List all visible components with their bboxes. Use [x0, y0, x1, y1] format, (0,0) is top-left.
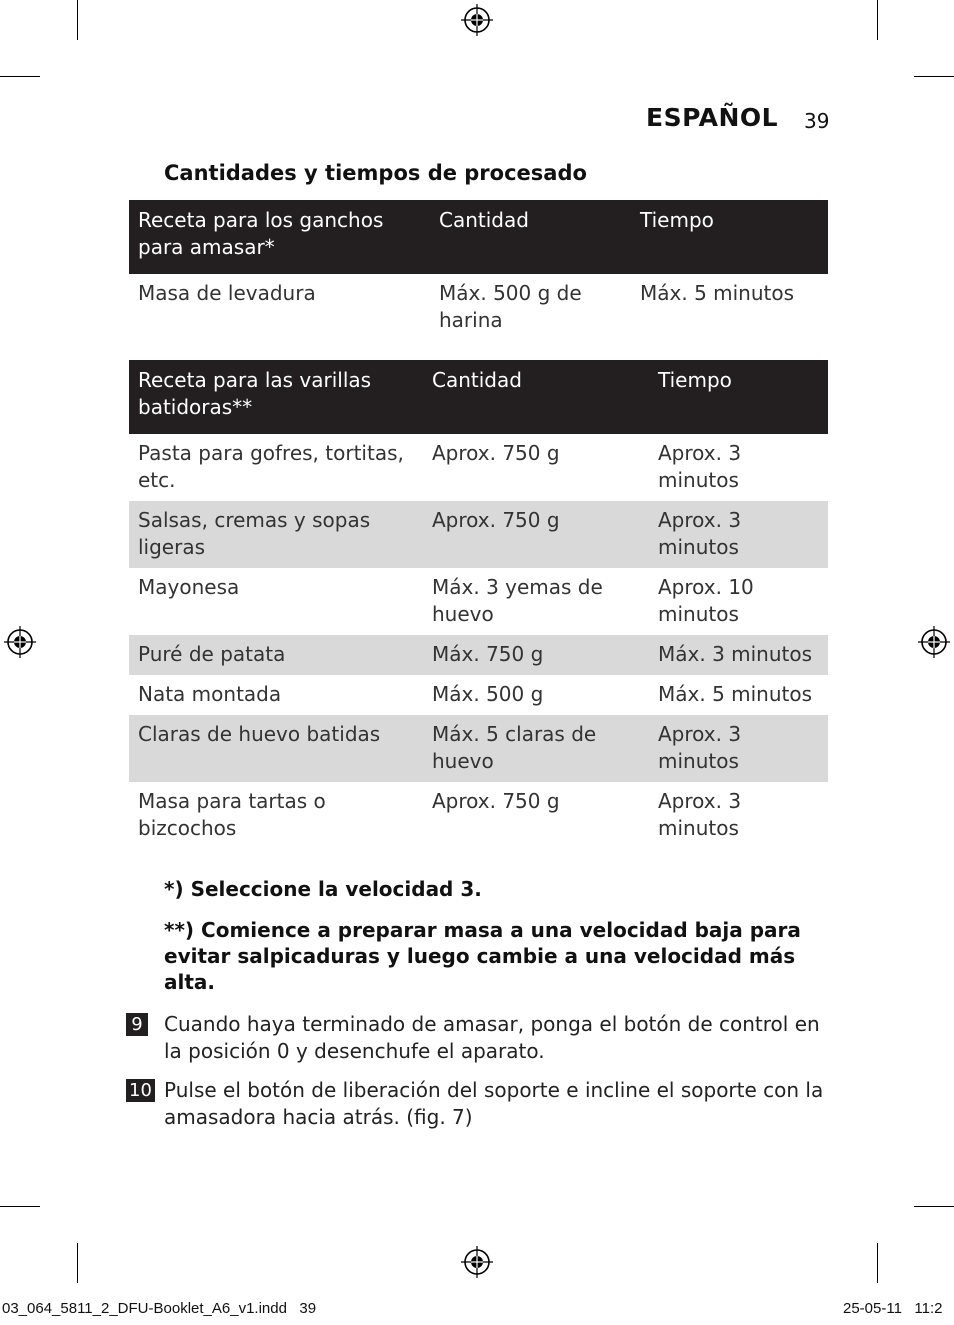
crop-mark-top-left [77, 0, 78, 40]
table-cell: Masa de levadura [138, 281, 316, 305]
table-cell: Máx. 500 g de harina [439, 281, 582, 332]
table-cell: Máx. 5 claras de huevo [423, 715, 649, 782]
crop-mark-left-bottom [0, 1206, 40, 1207]
table-row [129, 782, 828, 849]
table-header-row [129, 360, 828, 434]
table-cell: Aprox. 10 minutos [658, 575, 754, 626]
footer-file-info: 03_064_5811_2_DFU-Booklet_A6_v1.indd 39 [2, 1300, 317, 1317]
crop-mark-left-top [0, 76, 40, 77]
table-cell: Mayonesa [138, 575, 240, 599]
table-row [129, 675, 828, 715]
table-cell: Máx. 5 minutos [658, 682, 813, 706]
table-cell: Aprox. 750 g [432, 789, 560, 813]
table-cell: Puré de patata [129, 635, 423, 675]
column-header-quantity: Cantidad [430, 200, 631, 274]
registration-mark-icon [461, 4, 493, 36]
table-row [129, 274, 828, 341]
column-header-recipe: Receta para las varillas batidoras** [129, 360, 423, 434]
table-cell: Claras de huevo batidas [129, 715, 423, 782]
table-row [129, 568, 828, 635]
crop-mark-right-top [914, 76, 954, 77]
table-cell: Máx. 500 g [432, 682, 544, 706]
registration-mark-icon [918, 626, 950, 658]
page-number: 39 [804, 109, 830, 133]
footnote-low-speed: **) Comience a preparar masa a una velocidad baja para evitar salpicaduras y luego cambie a una velocidad más alta. [164, 918, 801, 994]
step-text: Pulse el botón de liberación del soporte e incline el soporte con la amasadora hacia atrás. (fig. 7) [164, 1078, 824, 1129]
table-header-row [129, 200, 828, 274]
section-title: Cantidades y tiempos de procesado [164, 161, 587, 185]
table-row [129, 715, 828, 782]
table-cell: Máx. 3 minutos [649, 635, 828, 675]
step-text: Cuando haya terminado de amasar, ponga el botón de control en la posición 0 y desenchufe el aparato. [164, 1012, 820, 1063]
table-cell: Salsas, cremas y sopas ligeras [129, 501, 423, 568]
table-cell: Nata montada [138, 682, 282, 706]
table-cell: Máx. 5 minutos [640, 281, 795, 305]
language-heading: ESPAÑOL [646, 103, 779, 132]
crop-mark-right-bottom [914, 1206, 954, 1207]
beaters-table [129, 360, 828, 849]
dough-hooks-table [129, 200, 828, 341]
table-cell: Máx. 750 g [423, 635, 649, 675]
crop-mark-top-right [877, 0, 878, 40]
table-cell: Aprox. 3 minutos [649, 715, 828, 782]
table-cell: Aprox. 750 g [423, 501, 649, 568]
table-cell: Pasta para gofres, tortitas, etc. [138, 441, 404, 492]
table-cell: Aprox. 750 g [432, 441, 560, 465]
registration-mark-icon [4, 626, 36, 658]
crop-mark-bottom-right [877, 1243, 878, 1283]
table-cell: Máx. 3 yemas de huevo [432, 575, 603, 626]
table-row [129, 635, 828, 675]
crop-mark-bottom-left [77, 1243, 78, 1283]
step-number-badge: 9 [126, 1013, 148, 1036]
column-header-quantity: Cantidad [423, 360, 649, 434]
column-header-time: Tiempo [631, 200, 828, 274]
table-row [129, 501, 828, 568]
column-header-recipe: Receta para los ganchos para amasar* [129, 200, 430, 274]
table-cell: Aprox. 3 minutos [658, 789, 742, 840]
table-cell: Aprox. 3 minutos [658, 441, 742, 492]
table-row [129, 434, 828, 501]
step-number-badge: 10 [126, 1079, 155, 1102]
table-cell: Masa para tartas o bizcochos [138, 789, 326, 840]
footer-datetime: 25-05-11 11:2 [843, 1300, 943, 1317]
registration-mark-icon [461, 1246, 493, 1278]
footnote-speed: *) Seleccione la velocidad 3. [164, 877, 482, 901]
column-header-time: Tiempo [649, 360, 828, 434]
table-cell: Aprox. 3 minutos [649, 501, 828, 568]
